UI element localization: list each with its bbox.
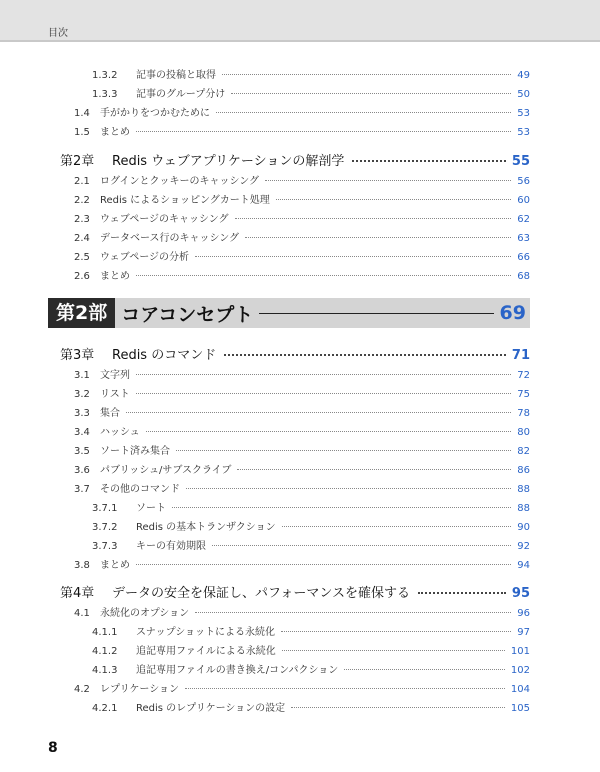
- chapter-title: Redis ウェブアプリケーションの解剖学: [112, 154, 345, 169]
- toc-entry[interactable]: [74, 680, 530, 695]
- toc-entry-number: 1.4: [74, 108, 90, 119]
- leader-dots: [282, 526, 512, 527]
- chapter-page: 71: [511, 348, 530, 363]
- toc-entry-number: 4.2: [74, 684, 90, 695]
- toc-entry-page: 50: [517, 89, 530, 100]
- leader-dots: [136, 131, 511, 132]
- toc-entry[interactable]: [92, 499, 530, 514]
- leader-dots: [237, 469, 511, 470]
- leader-dots: [418, 592, 506, 594]
- leader-dots: [352, 160, 506, 162]
- toc-entry[interactable]: [74, 210, 530, 225]
- toc-entry-number: 2.1: [74, 176, 90, 187]
- toc-entry-page: 90: [517, 522, 530, 533]
- leader-dots: [276, 199, 511, 200]
- leader-dots: [235, 218, 512, 219]
- toc-entry[interactable]: [74, 123, 530, 138]
- toc-entry-page: 86: [517, 465, 530, 476]
- toc-entry-page: 53: [517, 108, 530, 119]
- toc-entry[interactable]: [74, 442, 530, 457]
- toc-entry[interactable]: [74, 604, 530, 619]
- toc-entry-number: 2.2: [74, 195, 90, 206]
- toc-entry-title: 文字列: [100, 370, 130, 381]
- toc-entry-number: 4.1.2: [92, 646, 118, 657]
- toc-entry-title: 手がかりをつかむために: [100, 108, 210, 119]
- toc-entry-page: 63: [517, 233, 530, 244]
- toc-entry-title: パブリッシュ/サブスクライブ: [100, 465, 232, 476]
- toc-entry[interactable]: [74, 248, 530, 263]
- leader-dots: [186, 488, 511, 489]
- chapter-title: データの安全を保証し、パフォーマンスを確保する: [112, 586, 410, 601]
- toc-entry-title: ハッシュ: [100, 427, 140, 438]
- toc-entry[interactable]: [74, 404, 530, 419]
- toc-entry[interactable]: [74, 385, 530, 400]
- toc-entry-page: 82: [517, 446, 530, 457]
- toc-entry-number: 1.3.2: [92, 70, 118, 81]
- toc-entry-page: 97: [517, 627, 530, 638]
- toc-entry-page: 102: [510, 665, 530, 676]
- toc-entry-title: ソート済み集合: [100, 446, 170, 457]
- toc-entry[interactable]: [74, 480, 530, 495]
- toc-entry-number: 2.4: [74, 233, 90, 244]
- toc-entry-number: 3.3: [74, 408, 90, 419]
- toc-entry-title: 追記専用ファイルによる永続化: [136, 646, 276, 657]
- part-title: コアコンセプト: [121, 303, 254, 326]
- leader-dots: [224, 354, 506, 356]
- toc-entry[interactable]: [74, 172, 530, 187]
- toc-entry-number: 3.7.3: [92, 541, 118, 552]
- toc-entry-title: レプリケーション: [100, 684, 179, 695]
- toc-entry-page: 75: [517, 389, 530, 400]
- part-label: 第2部: [48, 298, 115, 328]
- leader-dots: [216, 112, 511, 113]
- part-rule: [259, 313, 493, 314]
- toc-entry[interactable]: [92, 66, 530, 81]
- toc-entry-title: まとめ: [100, 271, 130, 282]
- leader-dots: [136, 374, 511, 375]
- toc-entry[interactable]: [74, 229, 530, 244]
- toc-entry-title: 記事の投稿と取得: [136, 70, 216, 81]
- toc-entry-number: 3.6: [74, 465, 90, 476]
- toc-chapter-2[interactable]: [60, 150, 530, 169]
- toc-entry[interactable]: [92, 518, 530, 533]
- toc-entry[interactable]: [74, 423, 530, 438]
- toc-entry-page: 105: [510, 703, 530, 714]
- toc-entry-page: 80: [517, 427, 530, 438]
- leader-dots: [195, 612, 511, 613]
- toc-entry[interactable]: [92, 699, 530, 714]
- toc-entry-title: データベース行のキャッシング: [100, 233, 240, 244]
- toc-entry-number: 3.7: [74, 484, 90, 495]
- toc-entry-page: 96: [517, 608, 530, 619]
- toc-entry[interactable]: [92, 623, 530, 638]
- chapter-number: 第4章: [60, 586, 95, 601]
- running-header-bar: [0, 0, 600, 42]
- leader-dots: [222, 74, 511, 75]
- toc-entry-number: 4.1.3: [92, 665, 118, 676]
- leader-dots: [265, 180, 511, 181]
- chapter-number: 第3章: [60, 348, 95, 363]
- toc-chapter-4[interactable]: [60, 582, 530, 601]
- leader-dots: [136, 275, 511, 276]
- toc-entry-number: 3.7.1: [92, 503, 118, 514]
- toc-entry[interactable]: [92, 661, 530, 676]
- toc-entry[interactable]: [92, 642, 530, 657]
- toc-entry-title: リスト: [100, 389, 130, 400]
- leader-dots: [126, 412, 511, 413]
- toc-entry-title: Redis によるショッピングカート処理: [100, 195, 270, 206]
- toc-entry-number: 4.1.1: [92, 627, 118, 638]
- toc-entry-number: 2.3: [74, 214, 90, 225]
- toc-chapter-3[interactable]: [60, 344, 530, 363]
- toc-entry-page: 72: [517, 370, 530, 381]
- toc-entry-page: 60: [517, 195, 530, 206]
- toc-entry-number: 3.4: [74, 427, 90, 438]
- toc-entry-page: 56: [517, 176, 530, 187]
- toc-entry[interactable]: [92, 537, 530, 552]
- chapter-page: 95: [511, 586, 530, 601]
- toc-entry-title: キーの有効期限: [136, 541, 206, 552]
- toc-entry-number: 1.5: [74, 127, 90, 138]
- toc-entry-page: 104: [510, 684, 530, 695]
- toc-part-2[interactable]: [48, 298, 530, 328]
- toc-entry-number: 2.5: [74, 252, 90, 263]
- toc-entry[interactable]: [74, 267, 530, 282]
- toc-entry-page: 53: [517, 127, 530, 138]
- leader-dots: [185, 688, 505, 689]
- toc-entry-page: 62: [517, 214, 530, 225]
- toc-entry-title: まとめ: [100, 127, 130, 138]
- toc-entry-page: 88: [517, 503, 530, 514]
- leader-dots: [291, 707, 505, 708]
- toc-entry-title: まとめ: [100, 560, 130, 571]
- leader-dots: [136, 393, 511, 394]
- leader-dots: [344, 669, 505, 670]
- toc-entry-page: 92: [517, 541, 530, 552]
- chapter-page: 55: [511, 154, 530, 169]
- toc-entry-number: 3.5: [74, 446, 90, 457]
- toc-entry-number: 2.6: [74, 271, 90, 282]
- toc-entry[interactable]: [74, 191, 530, 206]
- toc-entry-title: ソート: [136, 503, 166, 514]
- toc-entry[interactable]: [74, 556, 530, 571]
- toc-entry-title: スナップショットによる永続化: [136, 627, 275, 638]
- chapter-number: 第2章: [60, 154, 95, 169]
- toc-entry-title: ログインとクッキーのキャッシング: [100, 176, 260, 187]
- leader-dots: [231, 93, 511, 94]
- toc-entry-page: 78: [517, 408, 530, 419]
- chapter-title: Redis のコマンド: [112, 348, 217, 363]
- toc-entry-number: 4.1: [74, 608, 90, 619]
- toc-entry-number: 3.1: [74, 370, 90, 381]
- toc-entry-title: ウェブページのキャッシング: [100, 214, 229, 225]
- toc-entry-title: Redis のレプリケーションの設定: [136, 703, 286, 714]
- toc-entry[interactable]: [74, 104, 530, 119]
- leader-dots: [172, 507, 511, 508]
- leader-dots: [281, 631, 511, 632]
- toc-entry-title: 集合: [100, 408, 120, 419]
- toc-entry[interactable]: [74, 461, 530, 476]
- leader-dots: [245, 237, 511, 238]
- leader-dots: [146, 431, 511, 432]
- part-page: 69: [499, 302, 526, 324]
- toc-entry-number: 3.8: [74, 560, 90, 571]
- toc-entry-page: 68: [517, 271, 530, 282]
- page-number: 8: [48, 740, 58, 756]
- toc-entry-page: 66: [517, 252, 530, 263]
- toc-entry-number: 3.7.2: [92, 522, 118, 533]
- leader-dots: [136, 564, 511, 565]
- toc-entry-page: 49: [517, 70, 530, 81]
- toc-entry-title: 追記専用ファイルの書き換え/コンパクション: [136, 665, 339, 676]
- leader-dots: [212, 545, 511, 546]
- toc-entry-page: 88: [517, 484, 530, 495]
- toc-entry-number: 1.3.3: [92, 89, 118, 100]
- toc-entry-title: 記事のグループ分け: [136, 89, 226, 100]
- leader-dots: [282, 650, 505, 651]
- toc-entry[interactable]: [92, 85, 530, 100]
- toc-entry[interactable]: [74, 366, 530, 381]
- toc-entry-page: 94: [517, 560, 530, 571]
- running-header-label: 目次: [48, 28, 68, 39]
- toc-entry-number: 3.2: [74, 389, 90, 400]
- toc-entry-page: 101: [510, 646, 530, 657]
- toc-entry-title: 永続化のオプション: [100, 608, 190, 619]
- toc-entry-title: ウェブページの分析: [100, 252, 189, 263]
- leader-dots: [176, 450, 511, 451]
- toc-entry-title: Redis の基本トランザクション: [136, 522, 276, 533]
- toc-entry-title: その他のコマンド: [100, 484, 180, 495]
- toc-entry-number: 4.2.1: [92, 703, 118, 714]
- leader-dots: [195, 256, 511, 257]
